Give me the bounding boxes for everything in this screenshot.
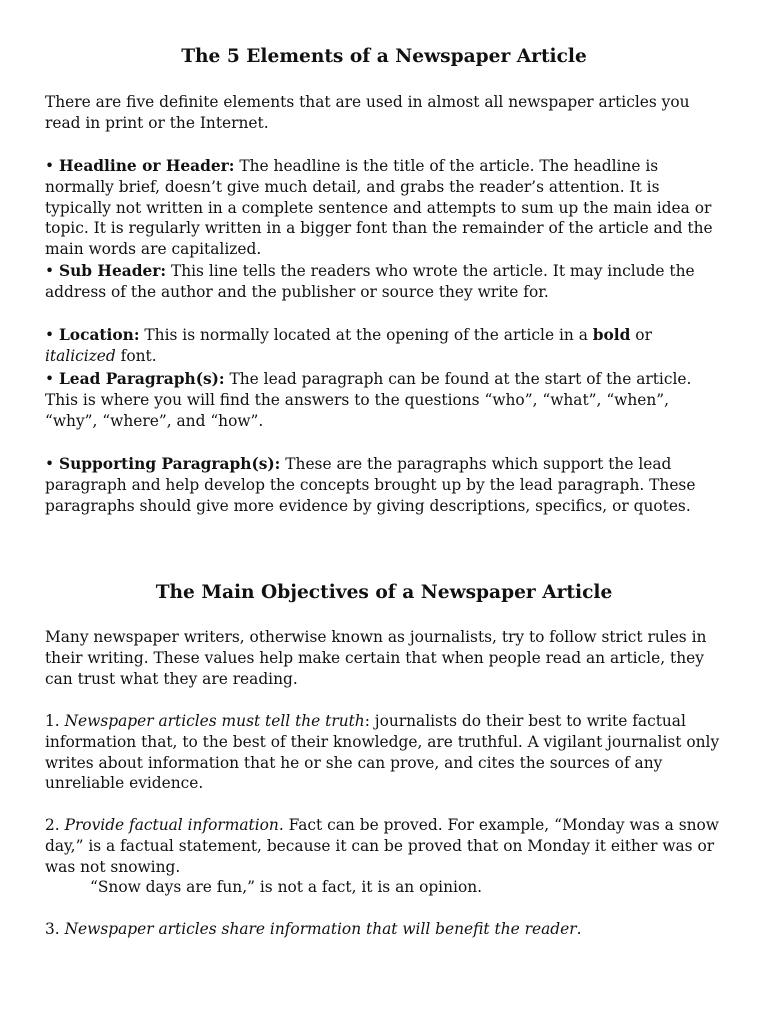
objective-2 [45,815,725,898]
element-location [45,325,725,367]
element-term: Lead Paragraph(s): [58,370,225,388]
objective-number: 3. [45,920,60,938]
objective-number: 1. [45,712,60,730]
objective-3 [45,919,725,940]
bullet: • [45,262,55,280]
objective-title: Newspaper articles share information that will benefit the reader [64,920,577,938]
objective-text: . [576,920,582,938]
element-lead-paragraph [45,369,725,431]
element-term: Supporting Paragraph(s): [58,455,281,473]
objective-1 [45,711,725,794]
section-1-title: The 5 Elements of a Newspaper Article [181,46,587,67]
objective-title: Newspaper articles must tell the truth [64,712,365,730]
element-description: This is normally located at the opening of the article in a [139,326,593,344]
element-description-end: font. [115,346,157,365]
element-term: Headline or Header: [58,157,235,175]
objective-number: 2. [45,816,60,834]
bullet: • [45,370,55,388]
objective-text: Fact can be proved. For example, “Monday was a snow day,” is a factual statement, because it can be proved that on Monday it either was or was not snowing. [45,816,719,876]
element-description: This line tells the readers who wrote the article. It may include the address of the author and the publisher or source they write for. [45,262,695,301]
element-description: These are the paragraphs which support the lead paragraph and help develop the concepts brought up by the lead paragraph. These paragraphs should give more evidence by giving descriptions, specifics, or quotes. [45,455,696,515]
objective-example-opinion: “Snow days are fun,” is not a fact, it is an opinion. [90,878,483,897]
italic-word: italicized [45,346,116,365]
bullet: • [45,157,55,175]
element-term: Sub Header: [58,262,167,280]
element-supporting-paragraph [45,454,725,516]
section-2-title: The Main Objectives of a Newspaper Article [155,582,613,603]
bullet: • [45,326,55,344]
bullet: • [45,455,55,473]
objective-title: Provide factual information. [64,816,284,834]
element-headline [45,156,725,260]
bold-word: bold [592,326,631,344]
element-subheader [45,261,725,303]
section-2-intro: Many newspaper writers, otherwise known as journalists, try to follow strict rules in their writing. These values help make certain that when people read an article, they can trust what they are reading. [45,628,707,688]
section-1-intro: There are five definite elements that are used in almost all newspaper articles you read in print or the Internet. [45,93,690,132]
element-description-connector: or [630,326,652,344]
element-description: The lead paragraph can be found at the start of the article. This is where you will find the answers to the questions “who”, “what”, “when”, “why”, “where”, and “how”. [45,370,692,430]
element-term: Location: [58,326,140,344]
objective-text: : journalists do their best to write factual information that, to the best of their knowledge, are truthful. A vigilant journalist only writes about information that he or she can prove, and cites the sources of any unreliable evidence. [45,712,720,793]
element-description: The headline is the title of the article. The headline is normally brief, doesn’t give much detail, and grabs the reader’s attention. It is typically not written in a complete sentence and attempts to sum up the main idea or topic. It is regularly written in a bigger font than the remainder of the article and the main words are capitalized. [45,157,713,259]
